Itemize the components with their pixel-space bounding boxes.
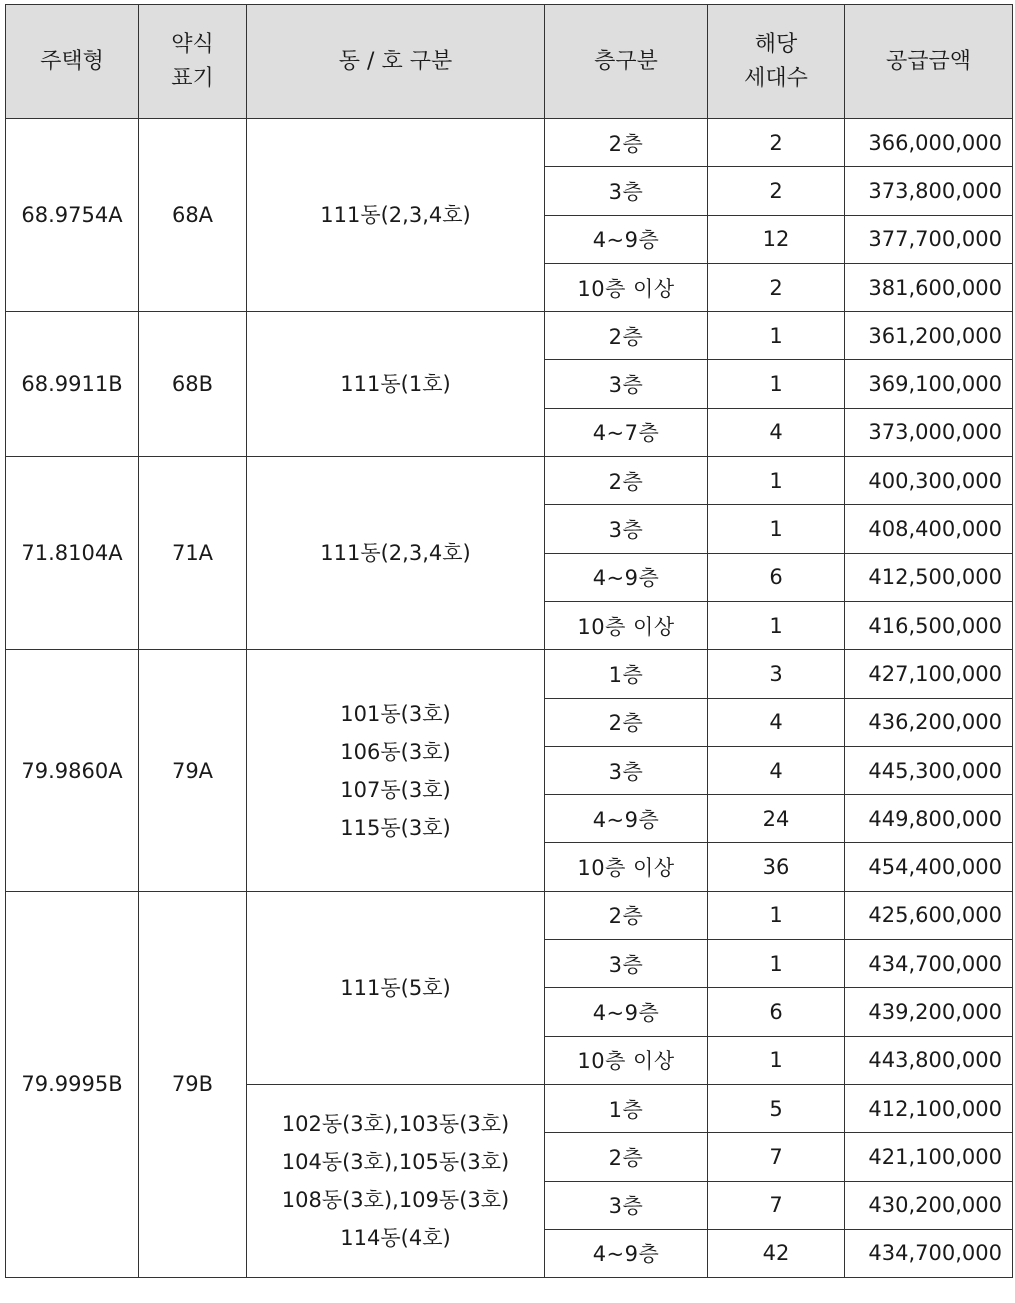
header-supply-price: 공급금액 (845, 5, 1013, 119)
cell-household-count: 1 (708, 360, 845, 408)
building-unit-line: 106동(3호) (340, 739, 451, 764)
cell-supply-price: 369,100,000 (845, 360, 1013, 408)
header-household-count-line2: 세대수 (744, 65, 808, 91)
cell-supply-price: 412,500,000 (845, 553, 1013, 601)
header-abbreviation-line2: 표기 (171, 65, 214, 91)
cell-floor: 2층 (545, 891, 708, 939)
cell-building-unit (247, 119, 545, 312)
table-row (6, 119, 1013, 167)
cell-housing-type: 79.9995B (6, 891, 139, 1277)
cell-building-unit (247, 650, 545, 891)
cell-supply-price: 400,300,000 (845, 457, 1013, 505)
cell-floor: 3층 (545, 505, 708, 553)
cell-supply-price: 436,200,000 (845, 698, 1013, 746)
header-housing-type: 주택형 (6, 5, 139, 119)
cell-abbreviation: 71A (139, 457, 247, 650)
cell-floor: 3층 (545, 940, 708, 988)
table-header (6, 5, 1013, 119)
building-unit-line: 111동(2,3,4호) (320, 203, 471, 228)
cell-supply-price: 434,700,000 (845, 1229, 1013, 1277)
table-row (6, 457, 1013, 505)
building-unit-line: 111동(2,3,4호) (320, 541, 471, 566)
supply-price-table (5, 4, 1013, 1278)
cell-floor: 3층 (545, 360, 708, 408)
cell-abbreviation: 79B (139, 891, 247, 1277)
cell-supply-price: 427,100,000 (845, 650, 1013, 698)
cell-household-count: 3 (708, 650, 845, 698)
building-unit-line: 111동(5호) (340, 975, 451, 1000)
building-unit-line: 102동(3호),103동(3호) (281, 1112, 510, 1137)
cell-household-count: 1 (708, 601, 845, 649)
building-unit-line: 115동(3호) (340, 815, 451, 840)
cell-building-unit (247, 312, 545, 457)
cell-housing-type: 68.9911B (6, 312, 139, 457)
header-abbreviation-line1: 약식 (171, 31, 214, 57)
cell-supply-price: 377,700,000 (845, 215, 1013, 263)
cell-floor: 10층 이상 (545, 1036, 708, 1084)
header-row (6, 5, 1013, 119)
cell-floor: 2층 (545, 312, 708, 360)
cell-household-count: 1 (708, 940, 845, 988)
cell-supply-price: 408,400,000 (845, 505, 1013, 553)
cell-household-count: 4 (708, 698, 845, 746)
cell-household-count: 6 (708, 988, 845, 1036)
table-body (6, 119, 1013, 1278)
cell-household-count: 1 (708, 457, 845, 505)
cell-floor: 2층 (545, 698, 708, 746)
cell-floor: 4~9층 (545, 553, 708, 601)
cell-household-count: 12 (708, 215, 845, 263)
cell-household-count: 2 (708, 263, 845, 311)
cell-supply-price: 430,200,000 (845, 1181, 1013, 1229)
header-household-count-line1: 해당 (754, 31, 798, 57)
cell-supply-price: 421,100,000 (845, 1133, 1013, 1181)
table-row (6, 891, 1013, 939)
cell-floor: 4~9층 (545, 988, 708, 1036)
building-unit-line: 111동(1호) (340, 372, 451, 397)
cell-abbreviation: 68B (139, 312, 247, 457)
cell-floor: 1층 (545, 650, 708, 698)
cell-household-count: 1 (708, 312, 845, 360)
cell-household-count: 7 (708, 1133, 845, 1181)
cell-floor: 2층 (545, 457, 708, 505)
cell-building-unit (247, 891, 545, 1084)
cell-supply-price: 443,800,000 (845, 1036, 1013, 1084)
cell-household-count: 42 (708, 1229, 845, 1277)
cell-supply-price: 381,600,000 (845, 263, 1013, 311)
header-abbreviation (139, 5, 247, 119)
cell-floor: 3층 (545, 1181, 708, 1229)
cell-supply-price: 366,000,000 (845, 119, 1013, 167)
cell-floor: 1층 (545, 1084, 708, 1132)
cell-floor: 2층 (545, 119, 708, 167)
cell-household-count: 2 (708, 119, 845, 167)
cell-housing-type: 71.8104A (6, 457, 139, 650)
cell-household-count: 36 (708, 843, 845, 891)
cell-housing-type: 68.9754A (6, 119, 139, 312)
cell-household-count: 1 (708, 891, 845, 939)
cell-household-count: 4 (708, 408, 845, 456)
cell-floor: 10층 이상 (545, 263, 708, 311)
building-unit-line: 107동(3호) (340, 777, 451, 802)
cell-supply-price: 373,000,000 (845, 408, 1013, 456)
table-row (6, 312, 1013, 360)
cell-household-count: 2 (708, 167, 845, 215)
cell-supply-price: 454,400,000 (845, 843, 1013, 891)
cell-floor: 4~9층 (545, 215, 708, 263)
header-household-count (708, 5, 845, 119)
cell-supply-price: 449,800,000 (845, 795, 1013, 843)
cell-household-count: 1 (708, 1036, 845, 1084)
cell-housing-type: 79.9860A (6, 650, 139, 891)
cell-building-unit (247, 1084, 545, 1277)
building-unit-line: 114동(4호) (340, 1226, 451, 1251)
header-floor-category: 층구분 (545, 5, 708, 119)
building-unit-line: 104동(3호),105동(3호) (281, 1150, 510, 1175)
cell-floor: 4~9층 (545, 1229, 708, 1277)
building-unit-line: 108동(3호),109동(3호) (281, 1188, 510, 1213)
cell-supply-price: 434,700,000 (845, 940, 1013, 988)
cell-floor: 2층 (545, 1133, 708, 1181)
table-row (6, 650, 1013, 698)
cell-household-count: 24 (708, 795, 845, 843)
cell-supply-price: 373,800,000 (845, 167, 1013, 215)
cell-supply-price: 416,500,000 (845, 601, 1013, 649)
cell-supply-price: 445,300,000 (845, 746, 1013, 794)
cell-household-count: 5 (708, 1084, 845, 1132)
cell-abbreviation: 68A (139, 119, 247, 312)
cell-floor: 4~9층 (545, 795, 708, 843)
cell-floor: 3층 (545, 746, 708, 794)
building-unit-line: 101동(3호) (340, 701, 451, 726)
cell-abbreviation: 79A (139, 650, 247, 891)
cell-floor: 10층 이상 (545, 843, 708, 891)
cell-supply-price: 439,200,000 (845, 988, 1013, 1036)
cell-floor: 10층 이상 (545, 601, 708, 649)
cell-supply-price: 412,100,000 (845, 1084, 1013, 1132)
cell-household-count: 1 (708, 505, 845, 553)
cell-household-count: 6 (708, 553, 845, 601)
cell-supply-price: 361,200,000 (845, 312, 1013, 360)
cell-floor: 4~7층 (545, 408, 708, 456)
cell-household-count: 7 (708, 1181, 845, 1229)
header-building-unit: 동 / 호 구분 (247, 5, 545, 119)
cell-floor: 3층 (545, 167, 708, 215)
cell-supply-price: 425,600,000 (845, 891, 1013, 939)
cell-building-unit (247, 457, 545, 650)
cell-household-count: 4 (708, 746, 845, 794)
